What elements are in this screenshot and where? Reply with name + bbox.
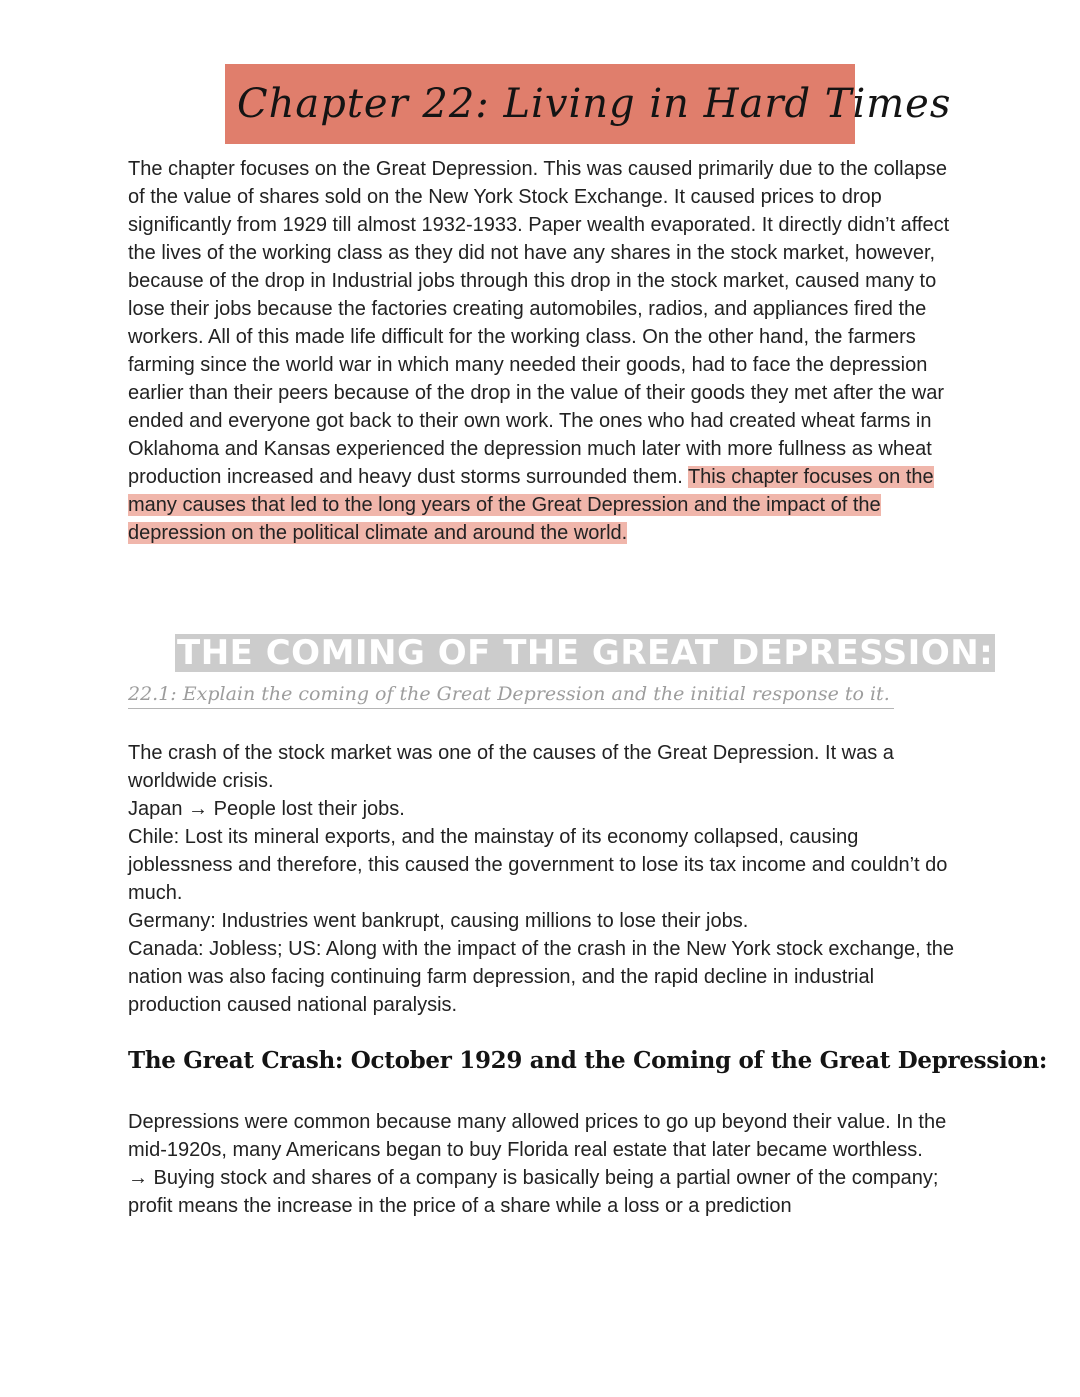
paragraph: Depressions were common because many allowed prices to go up beyond their value. In the mid-1920s, many Americans began to buy Florida real estate that later became worthless. (128, 1111, 947, 1161)
section-body (128, 739, 958, 1019)
chapter-title: Chapter 22: Living in Hard Times (225, 64, 855, 144)
paragraph: Germany: Industries went bankrupt, causing millions to lose their jobs. (128, 910, 749, 932)
title-banner (0, 64, 1080, 144)
paragraph: Canada: Jobless; US: Along with the impact of the crash in the New York stock exchange, the nation was also facing continuing farm depression, and the rapid decline in industrial production caused national paralysis. (128, 938, 955, 1016)
subheading: The Great Crash: October 1929 and the Coming of the Great Depression: (128, 1047, 1048, 1074)
section-title: THE COMING OF THE GREAT DEPRESSION: (177, 633, 994, 673)
paragraph: → Buying stock and shares of a company is basically being a partial owner of the company; profit means the increase in the price of a share while a loss or a prediction (128, 1167, 939, 1217)
intro-paragraph (128, 155, 958, 547)
section-header (175, 634, 995, 672)
highlighted-text: This chapter focuses on the many causes that led to the long years of the Great Depression and the impact of the depression on the political climate and around the world. (128, 466, 934, 544)
learning-objective: 22.1: Explain the coming of the Great Depression and the initial response to it. (128, 680, 894, 709)
intro-text: The chapter focuses on the Great Depression. This was caused primarily due to the collapse of the value of shares sold on the New York Stock Exchange. It caused prices to drop significantly from 1929 till almost 1932-1933. Paper wealth evaporated. It directly didn’t affect the lives of the working class as they did not have any shares in the stock market, however, because of the drop in Industrial jobs through this drop in the stock market, caused many to lose their jobs because the factories creating automobiles, radios, and appliances fired the workers. All of this made life difficult for the working class. On the other hand, the farmers farming since the world war in which many needed their goods, had to face the depression earlier than their peers because of the drop in the value of their goods they met after the war ended and everyone got back to their own work. The ones who had created wheat farms in Oklahoma and Kansas experienced the depression much later with more fullness as wheat production increased and heavy dust storms surrounded them. (128, 158, 950, 488)
paragraph: Chile: Lost its mineral exports, and the mainstay of its economy collapsed, causing joblessness and therefore, this caused the government to lose its tax income and couldn’t do much. (128, 826, 948, 904)
paragraph: Japan → People lost their jobs. (128, 798, 405, 820)
paragraph: The crash of the stock market was one of the causes of the Great Depression. It was a worldwide crisis. (128, 742, 894, 792)
subsection-body (128, 1108, 958, 1220)
